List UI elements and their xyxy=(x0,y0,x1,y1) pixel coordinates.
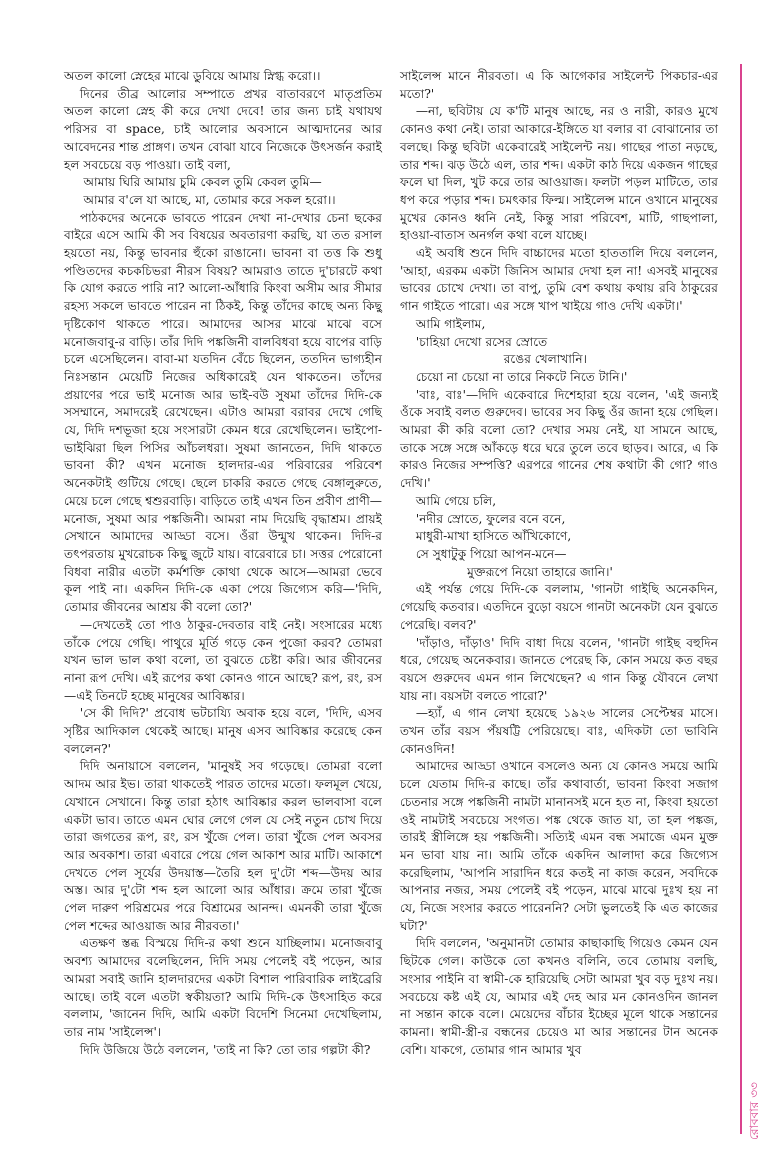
paragraph: —দেখতেই তো পাও ঠাকুর-দেবতার বাই নেই। সংসারের মধ্যে তাঁকে পেয়ে গেছি। পাথুরে মূর্তি গড়ে কেন পুজো করব? তোমরা যখন ভাল ভাল কথা বলো, তা বুঝতে চেষ্টা করি। আর জীবনের নানা রূপ দেখি। এই রূপের কথা কোনও গানে আছে? রূপ, রং, রস—এই তিনটে হচ্ছে মানুষের আবিষ্কার। xyxy=(64,617,382,703)
paragraph: আমায় ঘিরি আমায় চুমি কেবল তুমি কেবল তুমি— xyxy=(83,175,322,190)
paragraph: আমি গেয়ে চলি, xyxy=(415,493,497,508)
paragraph: 'চাহিয়া দেখো রসের স্রোতে xyxy=(415,334,548,349)
right-text-column xyxy=(400,68,718,1059)
paragraph: 'বাঃ, বাঃ'—দিদি একেবারে দিশেহারা হয়ে বলেন, 'এই জন্যই ওঁকে সবাই বলত গুরুদেব। ভাবের সব কিছু ওঁর জানা হয়ে গেছিল। আমরা কী করি বলো তো? দেখার সময় নেই, যা সামনে আছে, তাকে সঙ্গে সঙ্গে আঁকড়ে ধরে ঘরে তুলে তবে ছাড়ব। আরে, এ কি কারও নিজের সম্পত্তি? এরপরে গানের শেষ কথাটা কী গো? গাও দেখি।' xyxy=(400,387,718,491)
paragraph: চেয়ো না চেয়ো না তারে নিকটে নিতে টানি।' xyxy=(415,369,628,384)
paragraph: পাঠকদের অনেকে ভাবতে পারেন দেখা না-দেখার চেনা ছকের বাইরে এসে আমি কী সব বিষয়ের অবতারণা করছি, যা তত রসাল হয়তো নয়, কিন্তু ভাবনার হুঁকো রাঙানো। ভাবনা বা তত্ত কি শুধু পণ্ডিতদের কচকচিভরা নীরস বিষয়? আমরাও তাতে দু'চারটে কথা কি যোগ করতে পারি না? আলো-আঁধারি কিংবা অসীম আর সীমার রহস্য সকলে ভাবতে পারেন না ঠিকই, কিন্তু তাঁদের কাছে অন্য কিছু দৃষ্টিকোণ থাকতে পারে। আমাদের আসর মাঝে মাঝে বসে মনোজবাবু-র বাড়ি। তাঁর দিদি পঙ্কজিনী বালবিধবা হয়ে বাপের বাড়ি চলে এসেছিলেন। বাবা-মা যতদিন বেঁচে ছিলেন, ততদিন ভাগ্যহীন নিঃসন্তান মেয়েটি নিজের অধিকারেই যেন থাকতেন। তাঁদের প্রয়াণের পরে ভাই মনোজ আর ভাই-বউ সুষমা তাঁদের দিদি-কে সসম্মানে, সমাদরেই রেখেছেন। এটাও আমরা বরাবর দেখে গেছি যে, দিদি দশভূজা হয়ে সংসারটা কেমন ধরে রেখেছিলেন। ভাইপো-ভাইঝিরা ছিল পিসির আঁচলধরা। সুষমা জানতেন, দিদি থাকতে ভাবনা কী? এখন মনোজ হালদার-এর পরিবারের পরিবেশ অনেকটাই গুটিয়ে গেছে। ছেলে চাকরি করতে গেছে বেঙ্গালুরুতে, মেয়ে চলে গেছে শ্বশুরবাড়ি। বাড়িতে তাই এখন তিন প্রবীণ প্রাণী—মনোজ, সুষমা আর পঙ্কজিনী। আমরা নাম দিয়েছি বৃদ্ধাশ্রম। প্রায়ই সেখানে আমাদের আড্ডা বসে। ওঁরা উন্মুখ থাকেন। দিদি-র তৎপরতায় মুখরোচক কিছু জুটে যায়। বারেবারে চা। সত্তর পেরোনো বিধবা নারীর এতটা কর্মশক্তি কোথা থেকে আসে—আমরা ভেবে কূল পাই না। একদিন দিদি-কে একা পেয়ে জিগ্যেস করি—'দিদি, তোমার জীবনের আশ্রয় কী বলো তো?' xyxy=(64,210,382,615)
paragraph: মুক্তরূপে নিয়ো তাহারে জানি।' xyxy=(467,564,613,579)
paragraph: 'নদীর স্রোতে, ফুলের বনে বনে, xyxy=(415,511,566,526)
paragraph: দিনের তীব্র আলোর সম্পাতে প্রখর বাতাবরণে মাতৃপ্রতিম অতল কালো স্নেহ কী করে দেখা দেবে! তার জন্য চাই যথাযথ পরিসর বা space, চাই আলোর অবসানে আত্মদানের আর আবেদনের শান্ত প্রাঙ্গণ। তখন বোঝা যাবে নিজেকে উৎসর্জন করাই হল সবচেয়ে বড় পাওয়া। তাই বলা, xyxy=(64,86,382,172)
paragraph: এই অবধি শুনে দিদি বাচ্চাদের মতো হাততালি দিয়ে বললেন, 'আহা, এরকম একটা জিনিস আমার দেখা হল না! এসবই মানুষের ভাবের চোখে দেখা। তা বাপু, তুমি বেশ কথায় কথায় রবি ঠাকুরের গান গাইতে পারো। এর সঙ্গে খাপ খাইয়ে গাও দেখি একটা।' xyxy=(400,246,718,314)
paragraph: দিদি বললেন, 'অনুমানটা তোমার কাছাকাছি গিয়েও কেমন যেন ছিটকে গেল। কাউকে তো কখনও বলিনি, তবে তোমায় বলছি, সংসার পাইনি বা স্বামী-কে হারিয়েছি সেটা আমরা খুব বড় দুঃখ নয়। সবচেয়ে কষ্ট এই যে, আমার এই দেহ আর মন কোনওদিন জানল না সন্তান কাকে বলে। মেয়েদের বাঁচার ইচ্ছের মূলে থাকে সন্তানের কামনা। স্বামী-স্ত্রী-র বন্ধনের চেয়েও মা আর সন্তানের টান অনেক বেশি। যাকগে, তোমার গান আমার খুব xyxy=(400,936,718,1057)
page-footer xyxy=(744,1040,764,1150)
paragraph: সে সুধাটুকু পিয়ো আপন-মনে— xyxy=(415,546,567,561)
paragraph: আমার ব'লে যা আছে, মা, তোমার করে সকল হরো।। xyxy=(83,192,336,207)
paragraph: এতক্ষণ স্তব্ধ বিস্ময়ে দিদি-র কথা শুনে যাচ্ছিলাম। মনোজবাবু অবশ্য আমাদের বলেছিলেন, দিদি সময় পেলেই বই পড়েন, আর আমরা সবাই জানি হালদারদের একটা বিশাল পারিবারিক লাইব্রেরি আছে। তাই বলে এতটা স্বকীয়তা? আমি দিদি-কে উৎসাহিত করে বললাম, 'জানেন দিদি, আমি একটা বিদেশি সিনেমা দেখেছিলাম, তার নাম 'সাইলেন্স'। xyxy=(64,936,382,1039)
paragraph: এই পর্যন্ত গেয়ে দিদি-কে বললাম, 'গানটা গাইছি অনেকদিন, গেয়েছি কতবার। এতদিনে বুড়ো বয়সে গানটা অনেকটা যেন বুঝতে পেরেছি। বলব?' xyxy=(400,582,718,632)
paragraph: 'সে কী দিদি?' প্রবোধ ভটচায্যি অবাক হয়ে বলে, 'দিদি, এসব সৃষ্টির আদিকাল থেকেই আছে। মানুষ এসব আবিষ্কার করেছে কেন বললেন?' xyxy=(64,706,382,756)
paragraph: রঙের খেলাখানি। xyxy=(503,352,588,367)
paragraph: আমাদের আড্ডা ওখানে বসলেও অন্য যে কোনও সময়ে আমি চলে যেতাম দিদি-র কাছে। তাঁর কথাবার্তা, ভাবনা কিংবা সজাগ চেতনার সঙ্গে পঙ্কজিনী নামটা মানানসই মনে হত না, কিংবা হয়তো ওই নামটাই সবচেয়ে সংগত। পঙ্ক থেকে জাত যা, তা হল পঙ্কজ, তারই স্ত্রীলিঙ্গে হয় পঙ্কজিনী। সত্যিই এমন বন্ধ সমাজে এমন মুক্ত মন ভাবা যায় না। আমি তাঁকে একদিন আলাদা করে জিগ্যেস করেছিলাম, 'আপনি সারাদিন ধরে কতই না কাজ করেন, সবদিকে আপনার নজর, সময় পেলেই বই পড়েন, মাঝে মাঝে দুঃখ হয় না যে, নিজে সংসার করতে পারেননি? সেটা ভুলতেই কি এত কাজের ঘটা?' xyxy=(400,759,718,933)
paragraph: দিদি অনায়াসে বললেন, 'মানুষই সব গড়েছে। তোমরা বলো আদম আর ইভ। তারা থাকতেই পারত তাদের মতো। ফলমূল খেয়ে, যেখানে সেখানে। কিন্তু তারা হঠাৎ আবিষ্কার করল ভালবাসা বলে একটা ভাব। তাতে এমন ঘোর লেগে গেল যে সেই নতুন চোখ দিয়ে তারা জগতের রূপ, রং, রস খুঁজে পেল। তারা খুঁজে পেল অবসর আর অবকাশ। তারা এবারে পেয়ে গেল আকাশ আর মাটি। আকাশে দেখতে পেল সূর্যের উদয়াস্ত—তৈরি হল দু'টো শব্দ—উদয় আর অস্ত। আর দু'টো শব্দ হল আলো আর আঁধার। ক্রমে তারা খুঁজে পেল দারুণ পরিশ্রমের পরে বিশ্রামের আনন্দ। এমনকী তারা খুঁজে পেল শব্দের আওয়াজ আর নীরবতা।' xyxy=(64,759,382,933)
folio-label: রোববার ৩৩ xyxy=(747,1082,761,1140)
paragraph: অতল কালো স্নেহের মাঝে ডুবিয়ে আমায় স্নিগ্ধ করো।। xyxy=(64,69,321,83)
paragraph: —না, ছবিটায় যে ক'টি মানুষ আছে, নর ও নারী, কারও মুখে কোনও কথা নেই। তারা আকারে-ইঙ্গিতে যা বলার বা বোঝানোর তা বলছে। কিন্তু ছবিটা একেবারেই সাইলেন্ট নয়। গাছের পাতা নড়ছে, তার শব্দ। ঝড় উঠে এল, তার শব্দ। একটা কাঠ দিয়ে একজন গাছের ফলে ঘা দিল, খুট করে তার আওয়াজ। ফলটা পড়ল মাটিতে, তার ধপ করে পড়ার শব্দ। চমৎকার ফিল্ম। সাইলেন্স মানে ওখানে মানুষের মুখের কোনও ধ্বনি নেই, কিন্তু সারা পরিবেশ, মাটি, গাছপালা, হাওয়া-বাতাস অনর্গল কথা বলে যাচ্ছে। xyxy=(400,104,718,243)
left-text-column xyxy=(64,68,382,1059)
paragraph: সাইলেন্স মানে নীরবতা। এ কি আগেকার সাইলেন্ট পিকচার-এর মতো?' xyxy=(400,69,718,101)
paragraph: দিদি উজিয়ে উঠে বললেন, 'তাই না কি? তো তার গল্পটা কী? xyxy=(79,1042,371,1057)
page-edge-rule xyxy=(740,64,742,1134)
paragraph: —হ্যাঁ, এ গান লেখা হয়েছে ১৯২৬ সালের সেপ্টেম্বর মাসে। তখন তাঁর বয়স পঁয়ষট্টি পেরিয়েছে। বাঃ, এদিকটা তো ভাবিনি কোনওদিন! xyxy=(400,706,718,756)
paragraph: আমি গাইলাম, xyxy=(415,316,486,331)
paragraph: 'দাঁড়াও, দাঁড়াও' দিদি বাধা দিয়ে বলেন, 'গানটা গাইছ বহুদিন ধরে, গেয়েছ অনেকবার। জানতে পেরেছ কি, কোন সময়ে কত বছর বয়সে গুরুদেব এমন গান লিখেছেন? এ গান কিন্তু যৌবনে লেখা যায় না। বয়সটা বলতে পারো?' xyxy=(400,635,718,703)
paragraph: মাধুরী-মাখা হাসিতে আঁখিকোণে, xyxy=(415,529,572,544)
